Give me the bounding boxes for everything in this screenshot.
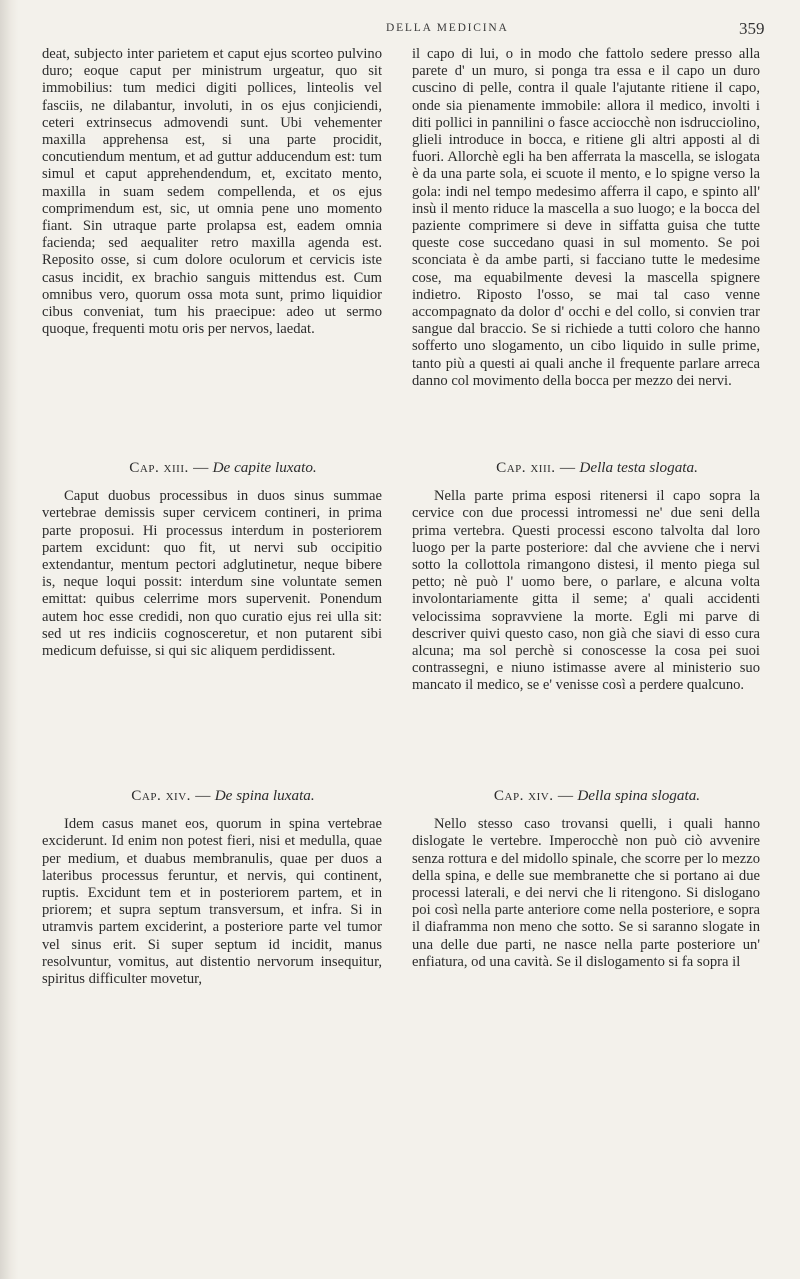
italian-paragraph-3: Nello stesso caso trovansi quelli, i quali hanno dislogate le vertebre. Imperocchè non può ciò avvenire senza rottura e del midollo spinale, che scorre per lo mezzo della spina, e delle sue membranette che si portano ai due processi laterali, e dei nervi che li ritengono. Si dislogano poi così nella parte anteriore come nella posteriore, e sopra il diaframma non meno che sotto. Se si saranno slogate in una delle due parti, ne nasce nella parte posteriore un' enfiatura, od una cavità. Se il dislogamento si fa sopra il — [412, 816, 760, 970]
latin-chapter-14-heading — [42, 787, 382, 804]
latin-paragraph-1: deat, subjecto inter parietem et caput ejus scorteo pulvino duro; eoque caput per ministrum urgeatur, quo sit immobilius: tum medici digiti pollices, linteolis vel fasciis, ne dilabantur, involuti, in os ejus conjiciendi, ceteri extrinsecus admovendi sunt. Ubi vehementer maxilla apprehensa est, si una parte procidit, concutiendum mentum, et ad guttur adducendum est: tum simul et caput apprehendendum, et, excitato mento, maxilla in suam sedem compellenda, et os ejus comprimendum est, sic, ut omnia pene uno momento fiant. Sin utraque parte prolapsa est, eadem omnia facienda; sed aequaliter retro maxilla agenda est. Reposito osse, si cum dolore oculorum et cervicis iste casus incidit, ex brachio sanguis mittendus est. Cum omnibus vero, quorum ossa mota sunt, primo liquidior cibus conveniat, tum his praecipue: adeo ut sermo quoque, frequenti motu oris per nervos, laedat. — [42, 46, 382, 338]
page-number: 359 — [739, 19, 765, 38]
italian-paragraph-1: il capo di lui, o in modo che fattolo sedere presso alla parete d' un muro, si ponga tra essa e il capo un duro cuscino di pelle, contra il quale l'ajutante ritiene il capo, onde sia pienamente immobile: allora il medico, involti i diti pollici in pannilini o fasce acciocchè non isdrucciolino, glieli introduce in bocca, e ritiene gli altri apposti al di fuori. Allorchè egli ha ben afferrata la mascella, se islogata è da una parte sola, ei scuote il mento, e lo spigne verso la gola: indi nel tempo medesimo afferra il capo, e spinto all' insù il mento riduce la mascella a suo luogo; e la bocca del paziente comprimere si deve in siffatta guisa che tutte queste cose succedano quasi in sul momento. Se poi sconciata è da ambe parti, si facciano tutte le medesime cose, ma equabilmente devesi la mascella spignere indietro. Riposto l'osso, se mai tal caso venne accompagnato da dolor d' occhi e del collo, si convien trar sangue dal braccio. Se si richiede a tutti coloro che hanno sofferto uno slogamento, un cibo liquido in sulle prime, tanto più a questi ai quali anche il frequente parlare arreca danno col movimento della bocca per mezzo dei nervi. — [412, 46, 760, 389]
italian-block-1 — [412, 46, 760, 390]
italian-chapter-13-title: Della testa slogata. — [579, 459, 698, 476]
latin-paragraph-3: Idem casus manet eos, quorum in spina vertebrae exciderunt. Id enim non potest fieri, nisi et medulla, quae per medium, et duabus membranulis, quae per duos a lateribus processus feruntur, et nervis, qui continent, ruptis. Excidunt tem et in posteriorem partem, et in priorem; et supra septum transversum, et infra. Si in utramvis partem exciderint, a posteriore parte vel tumor vel sinus erit. Si super septum id incidit, manus resolvuntur, vomitus, aut distentio nervorum insequitur, spiritus difficulter movetur, — [42, 816, 382, 988]
latin-paragraph-2: Caput duobus processibus in duos sinus summae vertebrae demissis super cervicem contineri, in prima parte proposui. Hi processus interdum in posteriorem partem excidunt: quo fit, ut nervi sub occipitio extendantur, mentum pectori adglutinetur, neque bibere is, neque loqui possit: interdum sine voluntate semen emittat: quibus celerrime mors supervenit. Ponendum autem hoc esse credidi, non quo curatio ejus rei ulla sit: sed ut res indiciis cognosceretur, et non putarent sibi medicum defuisse, si qui sic aliquem perdidissent. — [42, 488, 382, 660]
italian-chapter-14 — [412, 787, 760, 971]
latin-chapter-13 — [42, 459, 382, 660]
latin-chapter-14 — [42, 787, 382, 988]
italian-chapter-13 — [412, 459, 760, 695]
latin-chapter-13-number: Cap. xiii. — — [129, 459, 209, 476]
page-binding-shadow — [0, 0, 18, 1279]
running-head: DELLA MEDICINA — [386, 22, 509, 34]
latin-block-1 — [42, 46, 382, 338]
italian-chapter-13-heading — [412, 459, 760, 476]
italian-chapter-13-number: Cap. xiii. — — [496, 459, 576, 476]
page-header — [0, 20, 800, 44]
italian-chapter-14-title: Della spina slogata. — [577, 787, 701, 804]
latin-chapter-13-title: De capite luxato. — [212, 459, 317, 476]
italian-paragraph-2: Nella parte prima esposi ritenersi il capo sopra la cervice con due processi intromessi ne' due seni della prima vertebra. Questi processi escono talvolta dal loro luogo per la parte posteriore: dal che avviene che i nervi sotto la collottola rimangono distesi, il mento piega sul petto; nè può l' uomo bere, o parlare, e alcuna volta involontariamente gitta il seme; a' quali accidenti velocissima sopravviene la morte. Egli mi parve di descriver quivi questo caso, non già che siavi di esso cura alcuna; ma sol perchè si conoscesse la cosa pei suoi contrassegni, e niuno istimasse avere al ministerio suo mancato il medico, se e' venisse così a perdere qualcuno. — [412, 488, 760, 694]
latin-chapter-14-number: Cap. xiv. — — [131, 787, 211, 804]
latin-chapter-13-heading — [42, 459, 382, 476]
latin-chapter-14-title: De spina luxata. — [214, 787, 315, 804]
italian-chapter-14-number: Cap. xiv. — — [493, 787, 574, 804]
italian-chapter-14-heading — [412, 787, 760, 804]
